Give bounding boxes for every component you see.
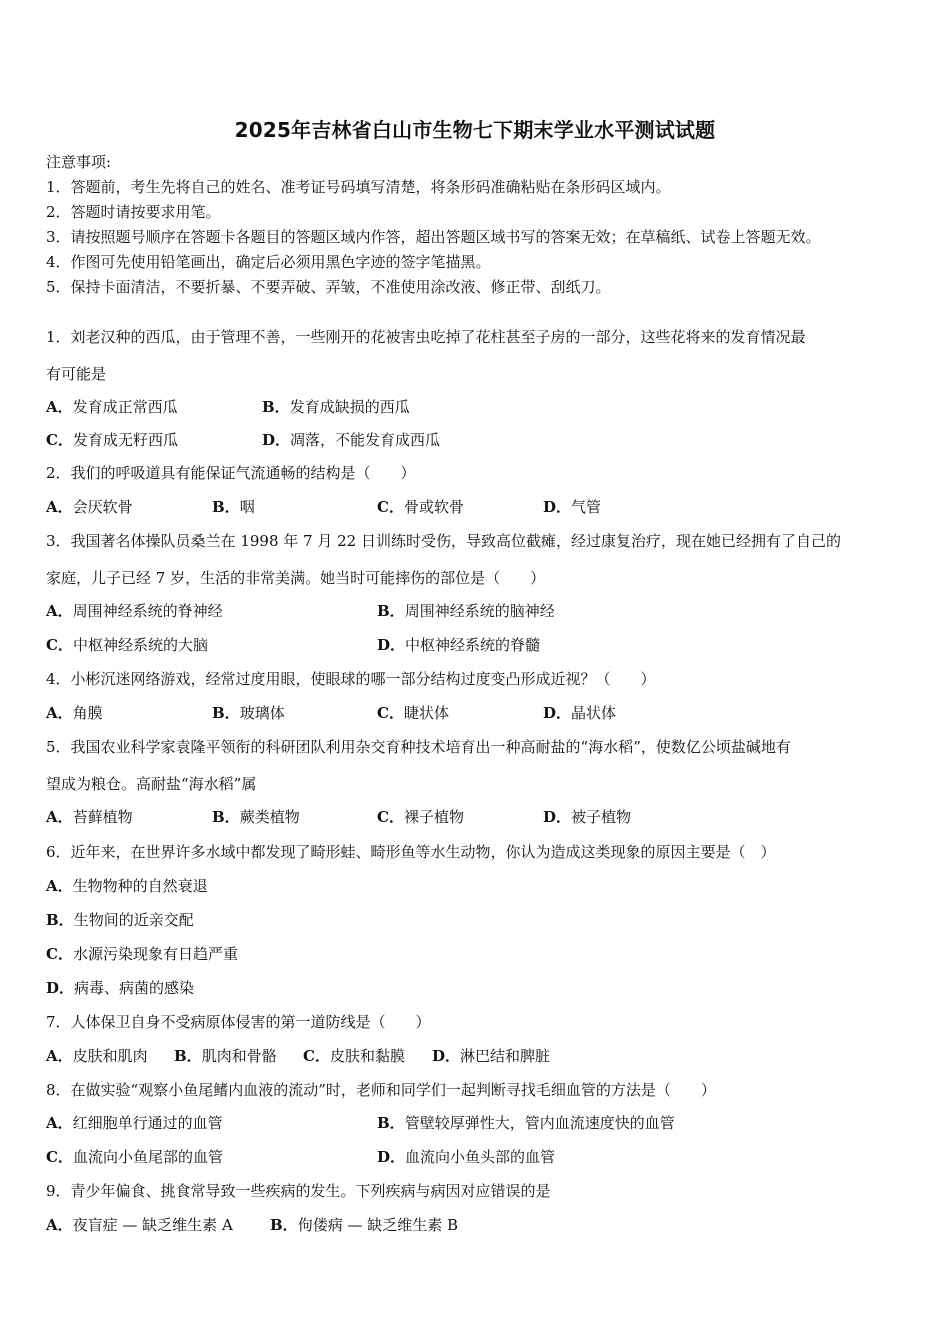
question-6-option-b: B．生物间的近亲交配 <box>46 911 194 929</box>
option-letter: B． <box>212 808 240 826</box>
question-7-option-d: D．淋巴结和脾脏 <box>432 1047 551 1065</box>
option-letter: A． <box>46 498 73 516</box>
question-5-option-d: D．被子植物 <box>543 808 632 826</box>
question-4-option-d: D．晶状体 <box>543 704 617 722</box>
question-8-option-c: C．血流向小鱼尾部的血管 <box>46 1148 223 1166</box>
option-letter: B． <box>46 911 74 929</box>
question-9-stem: 9．青少年偏食、挑食常导致一些疾病的发生。下列疾病与病因对应错误的是 <box>46 1182 551 1200</box>
question-3-stem: 3．我国著名体操队员桑兰在 1998 年 7 月 22 日训练时受伤，导致高位截瘫，经过康复治疗，现在她已经拥有了自己的 <box>46 532 841 550</box>
option-letter: A． <box>46 1047 73 1065</box>
option-letter: C． <box>46 431 73 449</box>
question-3-option-a: A．周围神经系统的脊神经 <box>46 602 223 620</box>
option-letter: A． <box>46 808 73 826</box>
option-letter: C． <box>46 636 73 654</box>
question-8-option-a: A．红细胞单行通过的血管 <box>46 1114 223 1132</box>
option-letter: B． <box>212 704 240 722</box>
option-letter: B． <box>377 602 405 620</box>
question-8-stem: 8．在做实验“观察小鱼尾鳍内血液的流动”时，老师和同学们一起判断寻找毛细血管的方法是（ ） <box>46 1081 716 1099</box>
option-letter: C． <box>377 808 404 826</box>
question-6-option-c: C．水源污染现象有日趋严重 <box>46 945 238 963</box>
question-6-stem: 6．近年来，在世界许多水域中都发现了畸形蛙、畸形鱼等水生动物，你认为造成这类现象的原因主要是（ ） <box>46 843 776 861</box>
question-2-option-a: A．会厌软骨 <box>46 498 133 516</box>
question-1-option-a: A．发育成正常西瓜 <box>46 398 178 416</box>
question-4-stem: 4．小彬沉迷网络游戏，经常过度用眼，使眼球的哪一部分结构过度变凸形成近视？（ ） <box>46 670 656 688</box>
question-2-stem: 2．我们的呼吸道具有能保证气流通畅的结构是（ ） <box>46 464 416 482</box>
question-2-option-b: B．咽 <box>212 498 255 516</box>
notice-item: 4．作图可先使用铅笔画出，确定后必须用黑色字迹的签字笔描黑。 <box>46 253 491 271</box>
question-6-option-a: A．生物物种的自然衰退 <box>46 877 208 895</box>
question-5-option-c: C．裸子植物 <box>377 808 464 826</box>
option-letter: C． <box>46 1148 73 1166</box>
question-1-option-b: B．发育成缺损的西瓜 <box>262 398 410 416</box>
notice-item: 1．答题前，考生先将自己的姓名、准考证号码填写清楚，将条形码准确粘贴在条形码区域内。 <box>46 178 671 196</box>
question-4-option-b: B．玻璃体 <box>212 704 285 722</box>
notice-item: 3．请按照题号顺序在答题卡各题目的答题区域内作答，超出答题区域书写的答案无效；在草稿纸、试卷上答题无效。 <box>46 228 821 246</box>
question-9-option-a: A．夜盲症 — 缺乏维生素 A <box>46 1216 233 1234</box>
question-1-stem-cont: 有可能是 <box>46 365 107 383</box>
option-letter: B． <box>174 1047 202 1065</box>
option-letter: A． <box>46 1216 73 1234</box>
option-letter: D． <box>543 704 572 722</box>
option-letter: C． <box>377 498 404 516</box>
option-letter: B． <box>212 498 240 516</box>
question-2-option-c: C．骨或软骨 <box>377 498 464 516</box>
question-7-stem: 7．人体保卫自身不受病原体侵害的第一道防线是（ ） <box>46 1013 431 1031</box>
question-5-option-a: A．苔藓植物 <box>46 808 133 826</box>
option-letter: B． <box>377 1114 405 1132</box>
question-9-option-b: B．佝偻病 — 缺乏维生素 B <box>270 1216 459 1234</box>
question-4-option-c: C．睫状体 <box>377 704 449 722</box>
question-5-stem-cont: 望成为粮仓。高耐盐“海水稻”属 <box>46 775 257 793</box>
option-letter: D． <box>46 979 75 997</box>
option-letter: A． <box>46 877 73 895</box>
question-7-option-a: A．皮肤和肌肉 <box>46 1047 148 1065</box>
option-letter: B． <box>262 398 290 416</box>
option-letter: D． <box>432 1047 461 1065</box>
question-5-option-b: B．蕨类植物 <box>212 808 300 826</box>
question-3-option-d: D．中枢神经系统的脊髓 <box>377 636 541 654</box>
option-letter: A． <box>46 704 73 722</box>
question-8-option-b: B．管壁较厚弹性大，管内血流速度快的血管 <box>377 1114 675 1132</box>
question-7-option-c: C．皮肤和黏膜 <box>303 1047 405 1065</box>
question-3-stem-cont: 家庭，儿子已经 7 岁，生活的非常美满。她当时可能摔伤的部位是（ ） <box>46 569 546 587</box>
notice-item: 5．保持卡面清洁，不要折暴、不要弄破、弄皱，不准使用涂改液、修正带、刮纸刀。 <box>46 278 611 296</box>
option-letter: C． <box>377 704 404 722</box>
question-1-stem: 1．刘老汉种的西瓜，由于管理不善，一些刚开的花被害虫吃掉了花柱甚至子房的一部分，这些花将来的发育情况最 <box>46 328 806 346</box>
option-letter: C． <box>303 1047 330 1065</box>
question-3-option-c: C．中枢神经系统的大脑 <box>46 636 208 654</box>
question-7-option-b: B．肌肉和骨骼 <box>174 1047 277 1065</box>
question-6-option-d: D．病毒、病菌的感染 <box>46 979 195 997</box>
option-letter: A． <box>46 1114 73 1132</box>
notice-item: 2．答题时请按要求用笔。 <box>46 203 221 221</box>
option-letter: D． <box>543 498 572 516</box>
option-letter: A． <box>46 398 73 416</box>
question-4-option-a: A．角膜 <box>46 704 103 722</box>
option-letter: D． <box>262 431 291 449</box>
page-title: 2025年吉林省白山市生物七下期末学业水平测试试题 <box>234 118 716 142</box>
question-8-option-d: D．血流向小鱼头部的血管 <box>377 1148 556 1166</box>
notice-heading: 注意事项: <box>46 153 112 171</box>
option-letter: B． <box>270 1216 298 1234</box>
option-letter: A． <box>46 602 73 620</box>
question-1-option-d: D．凋落，不能发育成西瓜 <box>262 431 441 449</box>
question-5-stem: 5．我国农业科学家袁隆平领衔的科研团队利用杂交育种技术培育出一种高耐盐的“海水稻”，使数亿公顷盐碱地有 <box>46 738 791 756</box>
option-letter: D． <box>543 808 572 826</box>
option-letter: C． <box>46 945 73 963</box>
question-3-option-b: B．周围神经系统的脑神经 <box>377 602 555 620</box>
question-2-option-d: D．气管 <box>543 498 602 516</box>
question-1-option-c: C．发育成无籽西瓜 <box>46 431 178 449</box>
option-letter: D． <box>377 1148 406 1166</box>
option-letter: D． <box>377 636 406 654</box>
